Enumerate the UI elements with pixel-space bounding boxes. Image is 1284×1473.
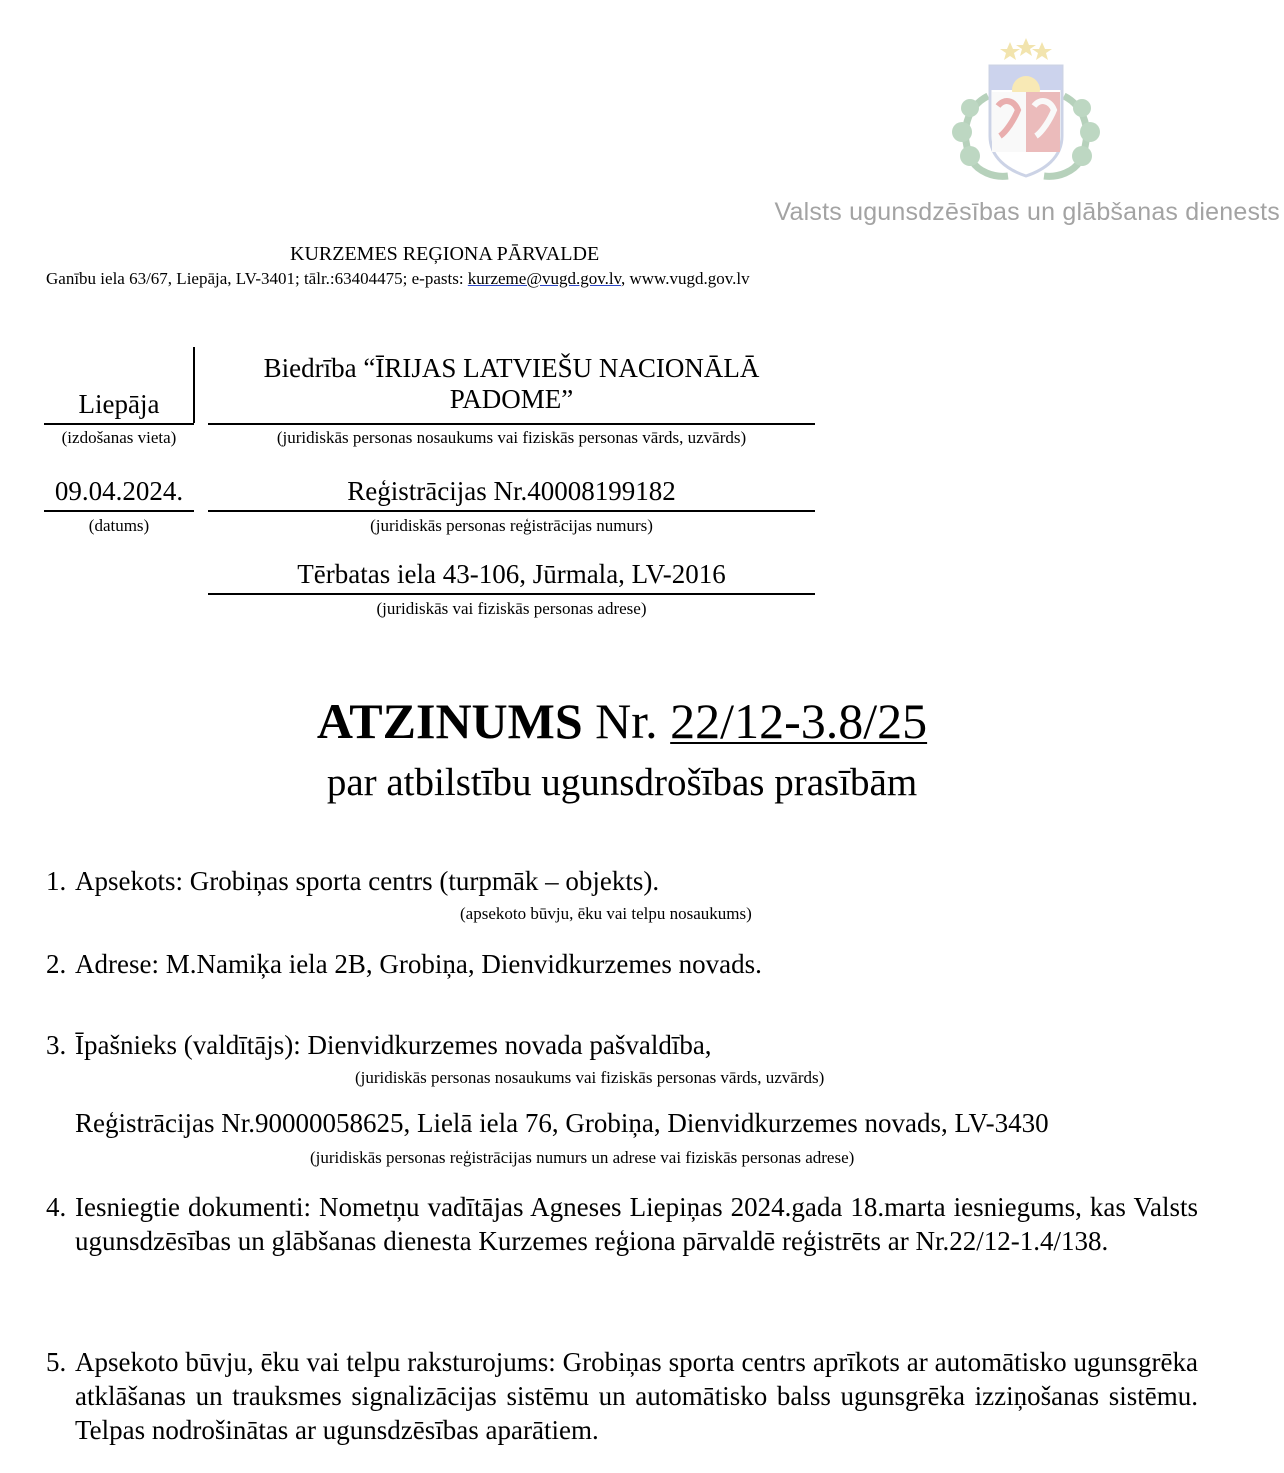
item-text: Iesniegtie dokumenti: Nometņu vadītājas Agneses Liepiņas 2024.gada 18.marta iesniegums, kas Valsts ugunsdzēsības un glābšanas dienesta Kurzemes reģiona pārvaldē reģistrēts ar Nr.22/12-1.4/138. [75,1192,1198,1256]
item-number: 5. [46,1347,67,1377]
list-item-3 [46,1028,1198,1062]
contact-separator: , [621,269,630,288]
recipient-address-rule [208,593,815,595]
recipient-address: Tērbatas iela 43-106, Jūrmala, LV-2016 [297,559,726,589]
recipient-registration: Reģistrācijas Nr.40008199182 [347,476,676,506]
recipient-registration-caption: (juridiskās personas reģistrācijas numurs) [370,516,653,535]
recipient-name-rule [208,423,815,425]
contact-line [46,269,750,289]
issue-date-caption: (datums) [88,516,150,535]
list-item-5 [46,1345,1198,1447]
item-text: Adrese: M.Namiķa iela 2B, Grobiņa, Dienvidkurzemes novads. [75,949,762,979]
document-subtitle: par atbilstību ugunsdrošības prasībām [326,761,918,804]
list-item-2 [46,947,1198,981]
title-word: ATZINUMS [316,693,583,749]
item-3-caption: (juridiskās personas nosaukums vai fiziskās personas vārds, uzvārds) [355,1068,825,1087]
item-text: Apsekoto būvju, ēku vai telpu raksturojums: Grobiņas sporta centrs aprīkots ar automātisko ugunsgrēka atklāšanas un trauksmes signalizācijas sistēmu un automātisko balss ugunsgrēka izziņošanas sistēmu. Telpas nodrošinātas ar ugunsdzēsības aparātiem. [75,1347,1198,1445]
recipient-name-caption: (juridiskās personas nosaukums vai fiziskās personas vārds, uzvārds) [276,428,747,447]
owner-registration-line: Reģistrācijas Nr.90000058625, Lielā iela 76, Grobiņa, Dienvidkurzemes novads, LV-3430 [75,1108,1049,1138]
list-item-1 [46,864,1198,898]
coat-of-arms-logo [948,36,1104,186]
recipient-name: Biedrība “ĪRIJAS LATVIEŠU NACIONĀLĀ PADOME” [263,353,760,414]
issue-place-rule [44,423,194,425]
issue-date: 09.04.2024. [54,476,184,506]
item-number: 3. [46,1030,67,1060]
issue-place-caption: (izdošanas vieta) [61,428,177,447]
item-number: 4. [46,1192,67,1222]
document-title [0,692,1244,750]
region-name: KURZEMES REĢIONA PĀRVALDE [290,243,600,265]
list-item-4 [46,1190,1198,1258]
recipient-address-caption: (juridiskās vai fiziskās personas adrese) [376,599,647,618]
item-number: 2. [46,949,67,979]
contact-address-phone: Ganību iela 63/67, Liepāja, LV-3401; tālr.:63404475; e-pasts: [46,269,468,288]
item-number: 1. [46,866,67,896]
document-number: 22/12-3.8/25 [670,693,928,749]
issue-place: Liepāja [78,389,160,419]
item-text: Apsekots: Grobiņas sporta centrs (turpmāk – objekts). [75,866,660,896]
title-nr: Nr. [582,693,671,749]
recipient-registration-rule [208,510,815,512]
item-1-caption: (apsekoto būvju, ēku vai telpu nosaukums) [460,904,752,923]
item-3-caption-2: (juridiskās personas reģistrācijas numurs un adrese vai fiziskās personas adrese) [310,1148,855,1167]
website-text: www.vugd.gov.lv [629,269,750,288]
item-text: Īpašnieks (valdītājs): Dienvidkurzemes novada pašvaldība, [75,1030,712,1060]
service-name: Valsts ugunsdzēsības un glābšanas dienests [774,198,1280,226]
issue-date-rule [44,510,194,512]
email-link[interactable]: kurzeme@vugd.gov.lv [467,269,621,288]
